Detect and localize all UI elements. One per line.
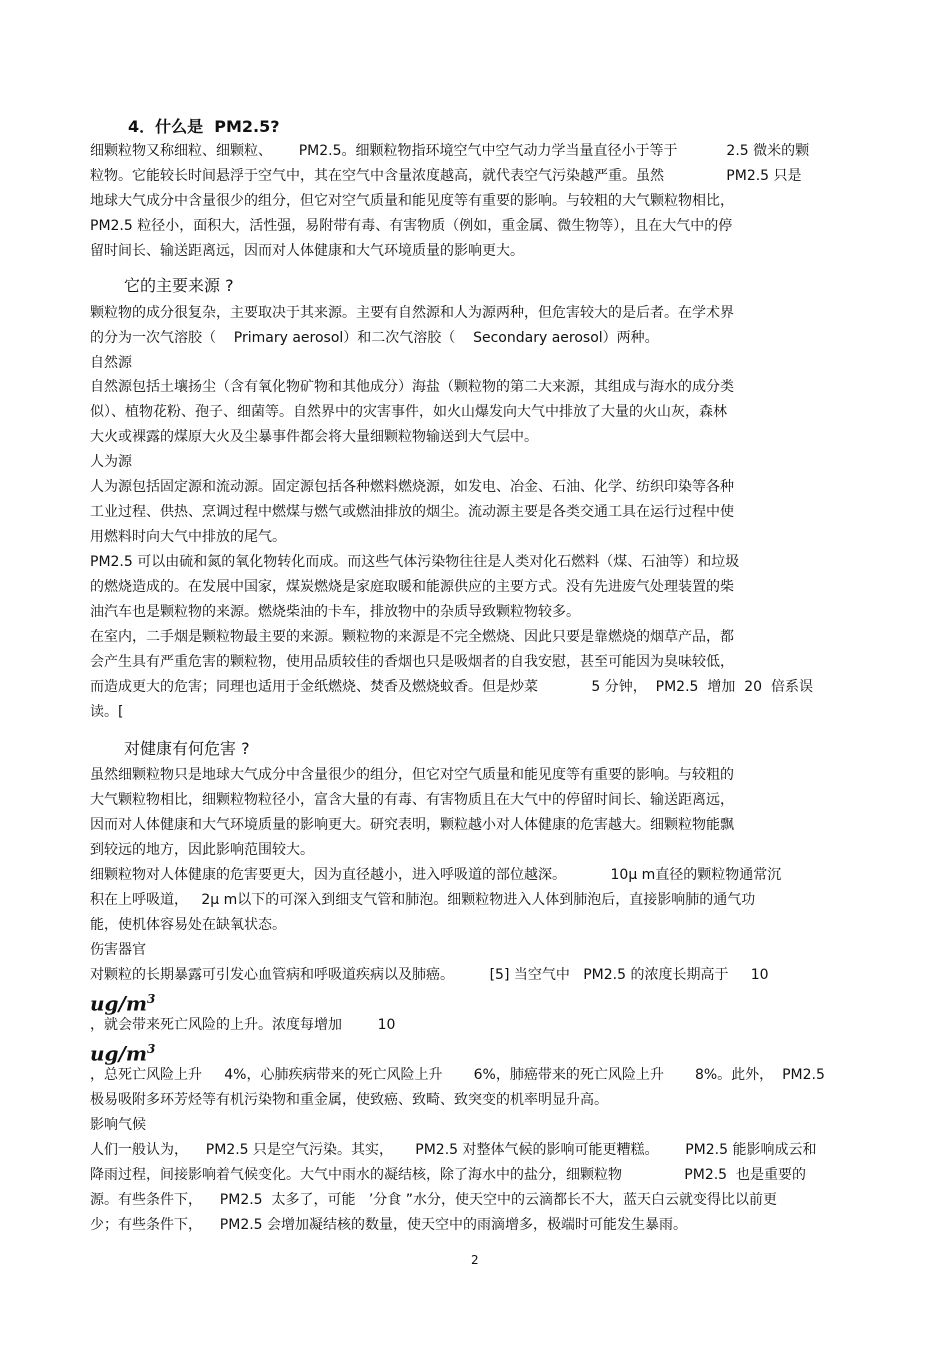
text-line: 留时间长、输送距离远，因而对人体健康和大气环境质量的影响更大。 bbox=[90, 243, 524, 259]
text-line: 自然源 bbox=[90, 355, 132, 371]
text-line: 人为源包括固定源和流动源。固定源包括各种燃料燃烧源，如发电、冶金、石油、化学、纺织印染等各种 bbox=[90, 479, 734, 495]
text-line: 影响气候 bbox=[90, 1117, 146, 1133]
text-line: 到较远的地方，因此影响范围较大。 bbox=[90, 842, 314, 858]
text-line: 人为源 bbox=[90, 454, 132, 470]
subheading-health: 对健康有何危害 ? bbox=[124, 739, 250, 758]
text-line: 读。[ bbox=[90, 704, 124, 720]
text-line: ，总死亡风险上升 4%，心肺疾病带来的死亡风险上升 6%，肺癌带来的死亡风险上升 8%。此外， PM2.5 bbox=[90, 1067, 825, 1083]
text-line: 用燃料时向大气中排放的尾气。 bbox=[90, 529, 286, 545]
subheading-sources: 它的主要来源 ? bbox=[124, 276, 234, 295]
text-line: 的燃烧造成的。在发展中国家，煤炭燃烧是家庭取暖和能源供应的主要方式。没有先进废气处理装置的柴 bbox=[90, 579, 734, 595]
text-line: 大气颗粒物相比，细颗粒物粒径小，富含大量的有毒、有害物质且在大气中的停留时间长、输送距离远， bbox=[90, 792, 734, 808]
text-line: 人们一般认为， PM2.5 只是空气污染。其实， PM2.5 对整体气候的影响可能更糟糕。 PM2.5 能影响成云和 bbox=[90, 1142, 817, 1158]
text-line: 工业过程、供热、烹调过程中燃煤与燃气或燃油排放的烟尘。流动源主要是各类交通工具在运行过程中使 bbox=[90, 504, 734, 520]
text-line: 地球大气成分中含量很少的组分，但它对空气质量和能见度等有重要的影响。与较粗的大气颗粒物相比， bbox=[90, 193, 734, 209]
text-line: 会产生具有严重危害的颗粒物，使用品质较佳的香烟也只是吸烟者的自我安慰，甚至可能因为臭味较低， bbox=[90, 654, 734, 670]
text-line: 虽然细颗粒物只是地球大气成分中含量很少的组分，但它对空气质量和能见度等有重要的影响。与较粗的 bbox=[90, 767, 734, 783]
text-line: 颗粒物的成分很复杂，主要取决于其来源。主要有自然源和人为源两种，但危害较大的是后者。在学术界 bbox=[90, 305, 734, 321]
unit-formula: $ug/m^3$ bbox=[90, 991, 156, 1016]
text-line: 粒物。它能较长时间悬浮于空气中，其在空气中含量浓度越高，就代表空气污染越严重。虽然 PM2.5 只是 bbox=[90, 168, 802, 184]
text-line: 细颗粒物对人体健康的危害要更大，因为直径越小，进入呼吸道的部位越深。 10μ m直径的颗粒物通常沉 bbox=[90, 867, 782, 883]
section-heading: 4．什么是 PM2.5? bbox=[128, 117, 280, 136]
text-line: 伤害器官 bbox=[90, 942, 146, 958]
text-line: PM2.5 粒径小，面积大，活性强，易附带有毒、有害物质（例如，重金属、微生物等），且在大气中的停 bbox=[90, 218, 733, 234]
text-line: 油汽车也是颗粒物的来源。燃烧柴油的卡车，排放物中的杂质导致颗粒物较多。 bbox=[90, 604, 580, 620]
text-line: 对颗粒的长期暴露可引发心血管病和呼吸道疾病以及肺癌。 [5] 当空气中 PM2.5 的浓度长期高于 10 bbox=[90, 967, 769, 983]
text-line: 细颗粒物又称细粒、细颗粒、 PM2.5。细颗粒物指环境空气中空气动力学当量直径小于等于 2.5 微米的颗 bbox=[90, 143, 810, 159]
text-line: 因而对人体健康和大气环境质量的影响更大。研究表明，颗粒越小对人体健康的危害越大。细颗粒物能飘 bbox=[90, 817, 734, 833]
page-number: 2 bbox=[471, 1253, 479, 1267]
text-line: 积在上呼吸道， 2μ m以下的可深入到细支气管和肺泡。细颗粒物进入人体到肺泡后，直接影响肺的通气功 bbox=[90, 892, 756, 908]
text-line: 能，使机体容易处在缺氧状态。 bbox=[90, 917, 286, 933]
text-line: 而造成更大的危害；同理也适用于金纸燃烧、焚香及燃烧蚊香。但是炒菜 5 分钟， PM2.5 增加 20 倍系误 bbox=[90, 679, 813, 695]
text-line: ，就会带来死亡风险的上升。浓度每增加 10 bbox=[90, 1017, 396, 1033]
unit-formula: $ug/m^3$ bbox=[90, 1041, 156, 1066]
text-line: 极易吸附多环芳烃等有机污染物和重金属，使致癌、致畸、致突变的机率明显升高。 bbox=[90, 1092, 608, 1108]
text-line: 自然源包括土壤扬尘（含有氧化物矿物和其他成分）海盐（颗粒物的第二大来源，其组成与海水的成分类 bbox=[90, 379, 734, 395]
text-line: 的分为一次气溶胶（ Primary aerosol）和二次气溶胶（ Secondary aerosol）两种。 bbox=[90, 330, 659, 346]
text-line: PM2.5 可以由硫和氮的氧化物转化而成。而这些气体污染物往往是人类对化石燃料（煤、石油等）和垃圾 bbox=[90, 554, 740, 570]
text-line: 似）、植物花粉、孢子、细菌等。自然界中的灾害事件，如火山爆发向大气中排放了大量的火山灰，森林 bbox=[90, 404, 727, 420]
text-line: 大火或裸露的煤原大火及尘暴事件都会将大量细颗粒物输送到大气层中。 bbox=[90, 429, 538, 445]
text-line: 在室内，二手烟是颗粒物最主要的来源。颗粒物的来源是不完全燃烧、因此只要是靠燃烧的烟草产品，都 bbox=[90, 629, 734, 645]
text-line: 降雨过程，间接影响着气候变化。大气中雨水的凝结核，除了海水中的盐分，细颗粒物 PM2.5 也是重要的 bbox=[90, 1167, 806, 1183]
text-line: 少；有些条件下， PM2.5 会增加凝结核的数量，使天空中的雨滴增多，极端时可能发生暴雨。 bbox=[90, 1217, 688, 1233]
text-line: 源。有些条件下， PM2.5 太多了，可能 ’分食 ”水分，使天空中的云滴都长不大，蓝天白云就变得比以前更 bbox=[90, 1192, 777, 1208]
